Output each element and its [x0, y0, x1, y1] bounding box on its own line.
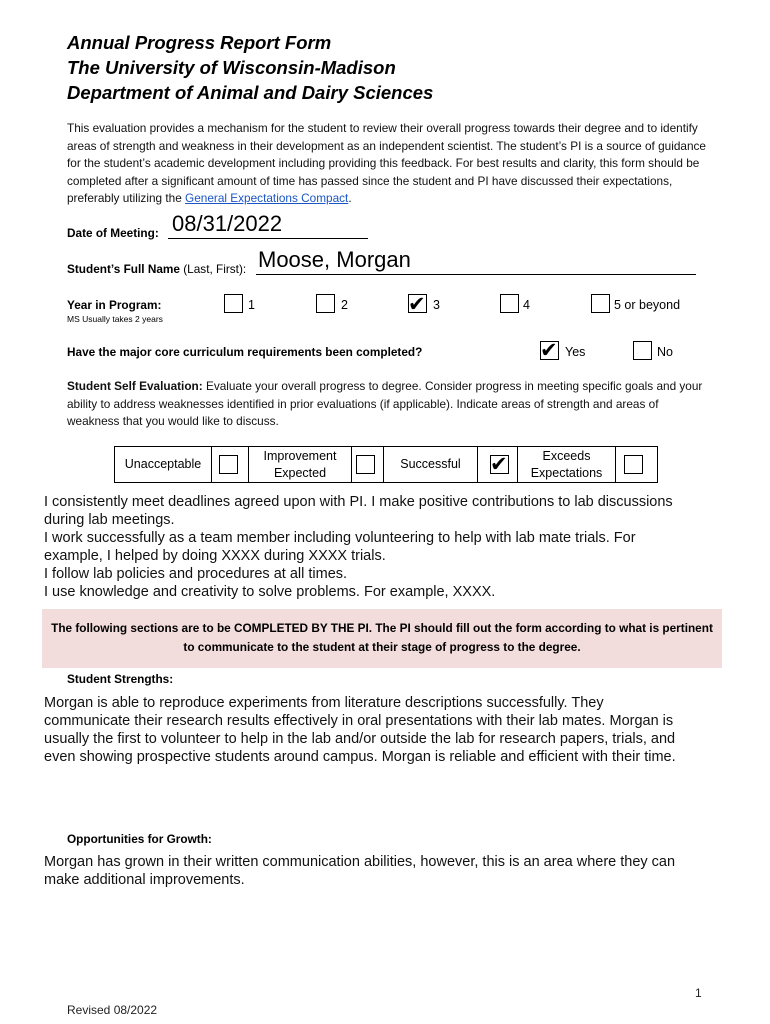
strengths-line: Morgan is able to reproduce experiments from literature descriptions successfully. They	[44, 695, 604, 711]
rating-improvement-expected-label: Improvement Expected	[263, 448, 337, 480]
year-4-label: 4	[523, 298, 530, 312]
response-line: I follow lab policies and procedures at all times.	[44, 566, 348, 582]
self-evaluation-instructions	[67, 378, 707, 431]
year-in-program-label: Year in Program:	[67, 298, 162, 312]
table-divider	[615, 447, 616, 482]
date-of-meeting-label: Date of Meeting:	[67, 226, 159, 240]
intro-text: This evaluation provides a mechanism for the student to review their overall progress towards their degree and to identify areas of strength and weakness in their development as an independent scientist. The student’s PI is a source of guidance for the student’s academic development including providing this feedback. For best results and clarity, this form should be completed after a significant amount of time has passed since the student and PI have discussed their expectations, preferably utilizing the	[67, 121, 706, 206]
title-line-2: The University of Wisconsin-Madison	[67, 57, 396, 78]
core-no-label: No	[657, 345, 673, 359]
student-name-label	[67, 262, 246, 276]
rating-unacceptable-label: Unacceptable	[124, 457, 202, 471]
date-of-meeting-underline	[168, 238, 368, 239]
self-evaluation-text: Evaluate your overall progress to degree. Consider progress in meeting specific goals and your ability to address weaknesses identified in prior evaluations (if applicable). Indicate areas of strength and areas of weakness that you would like to discuss.	[67, 379, 703, 429]
student-strengths-response[interactable]	[44, 694, 734, 766]
year-2-label: 2	[341, 298, 348, 312]
year-1-label: 1	[248, 298, 255, 312]
self-evaluation-response[interactable]	[44, 493, 734, 601]
opportunities-for-growth-response[interactable]	[44, 853, 734, 889]
growth-line: make additional improvements.	[44, 872, 245, 888]
response-line: I use knowledge and creativity to solve problems. For example, XXXX.	[44, 584, 496, 600]
strengths-line: even showing prospective students around campus. Morgan is reliable and efficient with their time.	[44, 749, 676, 765]
year-4-checkbox[interactable]	[500, 294, 519, 313]
rating-exceeds-expectations-checkbox[interactable]	[624, 455, 643, 474]
title-line-3: Department of Animal and Dairy Sciences	[67, 82, 434, 103]
pi-banner-line-1: The following sections are to be COMPLETED BY THE PI. The PI should fill out the form according to what is pertinent	[51, 621, 713, 635]
opportunities-for-growth-label: Opportunities for Growth:	[67, 832, 212, 846]
strengths-line: communicate their research results effectively in oral presentations with their lab mates. Morgan is	[44, 713, 674, 729]
core-yes-label: Yes	[565, 345, 586, 359]
page-number: 1	[695, 986, 702, 1000]
year-5-or-beyond-label: 5 or beyond	[614, 298, 681, 312]
rating-successful-label: Successful	[400, 457, 461, 471]
table-divider	[211, 447, 212, 482]
form-title	[67, 30, 433, 105]
pi-section-banner	[42, 609, 722, 668]
year-3-label: 3	[433, 298, 440, 312]
rating-improvement-expected-checkbox[interactable]	[356, 455, 375, 474]
student-strengths-label: Student Strengths:	[67, 672, 174, 686]
self-evaluation-label: Student Self Evaluation:	[67, 379, 203, 393]
student-name-label-bold: Student’s Full Name	[67, 262, 180, 276]
core-curriculum-question: Have the major core curriculum requirements been completed?	[67, 345, 423, 359]
year-2-checkbox[interactable]	[316, 294, 335, 313]
title-line-1: Annual Progress Report Form	[67, 32, 332, 53]
intro-paragraph	[67, 120, 707, 208]
year-3-check-icon: ✔	[408, 293, 426, 316]
rating-exceeds-expectations-label: Exceeds Expectations	[530, 448, 603, 480]
response-line: during lab meetings.	[44, 512, 175, 528]
pi-banner-line-2: to communicate to the student at their stage of progress to the degree.	[183, 640, 581, 654]
response-line: I work successfully as a team member including volunteering to help with lab mate trials. For	[44, 530, 636, 546]
rating-unacceptable-checkbox[interactable]	[219, 455, 238, 474]
response-line: I consistently meet deadlines agreed upon with PI. I make positive contributions to lab discussions	[44, 494, 673, 510]
self-evaluation-rating-table	[114, 446, 658, 483]
student-name-underline	[256, 274, 696, 275]
rating-successful-check-icon: ✔	[490, 453, 508, 476]
growth-line: Morgan has grown in their written communication abilities, however, this is an area where they can	[44, 854, 676, 870]
intro-text-end: .	[348, 191, 352, 206]
date-of-meeting-field[interactable]: 08/31/2022	[172, 211, 283, 236]
student-name-field[interactable]: Moose, Morgan	[258, 247, 411, 272]
year-1-checkbox[interactable]	[224, 294, 243, 313]
year-5-or-beyond-checkbox[interactable]	[591, 294, 610, 313]
core-yes-check-icon: ✔	[540, 339, 558, 362]
response-line: example, I helped by doing XXXX during XXXX trials.	[44, 548, 386, 564]
year-in-program-note: MS Usually takes 2 years	[67, 314, 163, 324]
table-divider	[477, 447, 478, 482]
general-expectations-compact-link[interactable]: General Expectations Compact	[185, 191, 349, 206]
core-no-checkbox[interactable]	[633, 341, 652, 360]
student-name-label-hint: (Last, First):	[179, 262, 247, 276]
strengths-line: usually the first to volunteer to help in the lab and/or outside the lab for research papers, trials, and	[44, 731, 676, 747]
revised-date: Revised 08/2022	[67, 1003, 158, 1017]
table-divider	[351, 447, 352, 482]
